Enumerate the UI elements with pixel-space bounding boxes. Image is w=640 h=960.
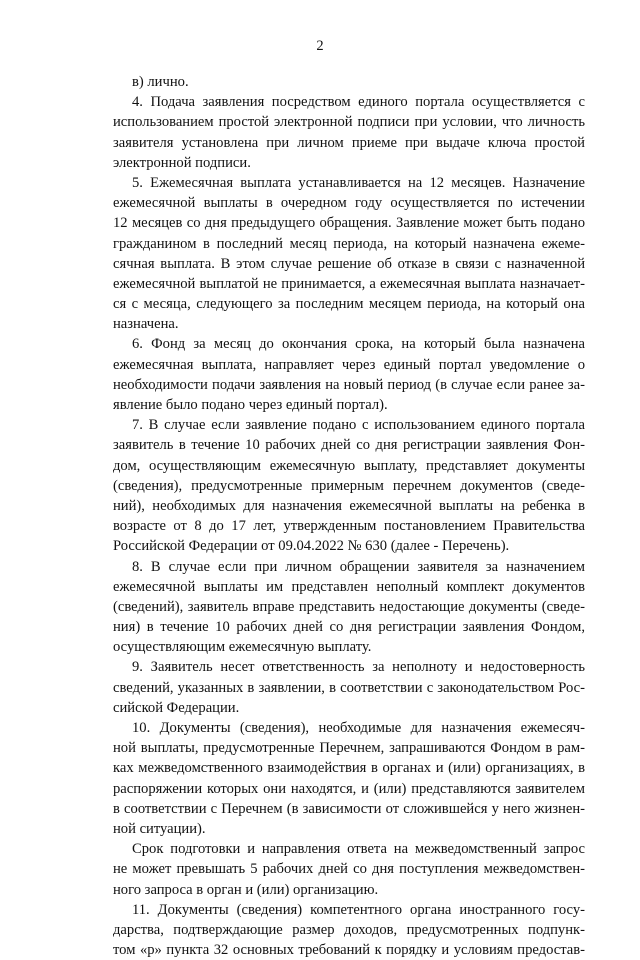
text-line: ках межведомственного взаимодействия в органах и (или) организациях, в [113,760,585,777]
text-line: 5. Ежемесячная выплата устанавливается на 12 месяцев. Назначение [132,174,585,191]
text-line: сведений, указанных в заявлении, в соответствии с законодательством Рос- [113,679,585,696]
text-line: 4. Подача заявления посредством единого портала осуществляется с [132,94,585,111]
text-line: сийской Федерации. [113,699,240,716]
text-line: 7. В случае если заявление подано с использованием единого портала [132,417,585,434]
text-line: ной выплаты, предусмотренные Перечнем, запрашиваются Фондом в рам- [113,740,585,757]
text-line: сячная выплата. В этом случае решение об отказе в связи с назначенной [113,255,585,272]
text-line: заявитель в течение 10 рабочих дней со дня регистрации заявления Фон- [113,437,585,454]
text-line: не может превышать 5 рабочих дней со дня поступления межведомствен- [113,861,585,878]
text-line: (сведений), заявитель вправе представить недостающие документы (сведе- [113,598,585,615]
text-line: возрасте от 8 до 17 лет, утвержденным постановлением Правительства [113,518,585,535]
text-line: осуществляющим ежемесячную выплату. [113,639,372,656]
text-line: том «р» пункта 32 основных требований к порядку и условиям предостав- [113,942,585,959]
text-line: распоряжении которых они находятся, и (или) представляются заявителем [113,780,585,797]
text-line: ежемесячной выплатой не принимается, а ежемесячная выплата назначает- [113,275,585,292]
text-line: ний), необходимых для назначения ежемесячной выплаты на ребенка в [113,497,585,514]
text-line: ежемесячная выплата, направляет через единый портал уведомление о [113,356,585,373]
text-line: 6. Фонд за месяц до окончания срока, на который была назначена [132,336,585,353]
text-line: ся с месяца, следующего за последним месяцем периода, на который она [113,296,585,313]
text-line: ния) в течение 10 рабочих дней со дня регистрации заявления Фондом, [113,619,585,636]
text-line: (сведения), предусмотренные примерным перечнем документов (сведе- [113,477,585,494]
text-line: дарства, подтверждающие размер доходов, предусмотренных подпунк- [113,921,585,938]
text-line: 8. В случае если при личном обращении заявителя за назначением [132,558,585,575]
text-line: использованием простой электронной подписи при условии, что личность [113,114,585,131]
page-number: 2 [316,38,324,54]
text-line: 9. Заявитель несет ответственность за неполноту и недостоверность [132,659,585,676]
text-line: электронной подписи. [113,154,251,171]
text-line: ной ситуации). [113,820,206,837]
text-line: необходимости подачи заявления на новый период (в случае если ранее за- [113,376,585,393]
text-line: 12 месяцев со дня предыдущего обращения. Заявление может быть подано [113,215,585,232]
text-line: 10. Документы (сведения), необходимые для назначения ежемесяч- [132,720,585,736]
document-body [113,72,585,960]
text-line: в) лично. [132,74,189,90]
text-line: явление было подано через единый портал). [113,397,388,413]
text-line: ежемесячной выплаты им представлен неполный комплект документов [113,578,585,595]
text-line: в соответствии с Перечнем (в зависимости от сложившейся у него жизнен- [113,800,585,817]
text-line: дом, осуществляющим ежемесячную выплату, представляет документы [113,457,585,474]
text-line: Российской Федерации от 09.04.2022 № 630 (далее - Перечень). [113,538,510,555]
text-line: Срок подготовки и направления ответа на межведомственный запрос [132,841,585,858]
text-line: ежемесячной выплаты в очередном году осуществляется по истечении [113,195,585,212]
text-line: гражданином в последний месяц периода, на который назначена ежеме- [113,235,585,252]
text-line: заявителя установлена при личном приеме при выдаче ключа простой [113,134,585,151]
text-line: назначена. [113,316,179,333]
text-line: ного запроса в орган и (или) организацию. [113,881,379,898]
text-line: 11. Документы (сведения) компетентного органа иностранного госу- [132,901,585,918]
